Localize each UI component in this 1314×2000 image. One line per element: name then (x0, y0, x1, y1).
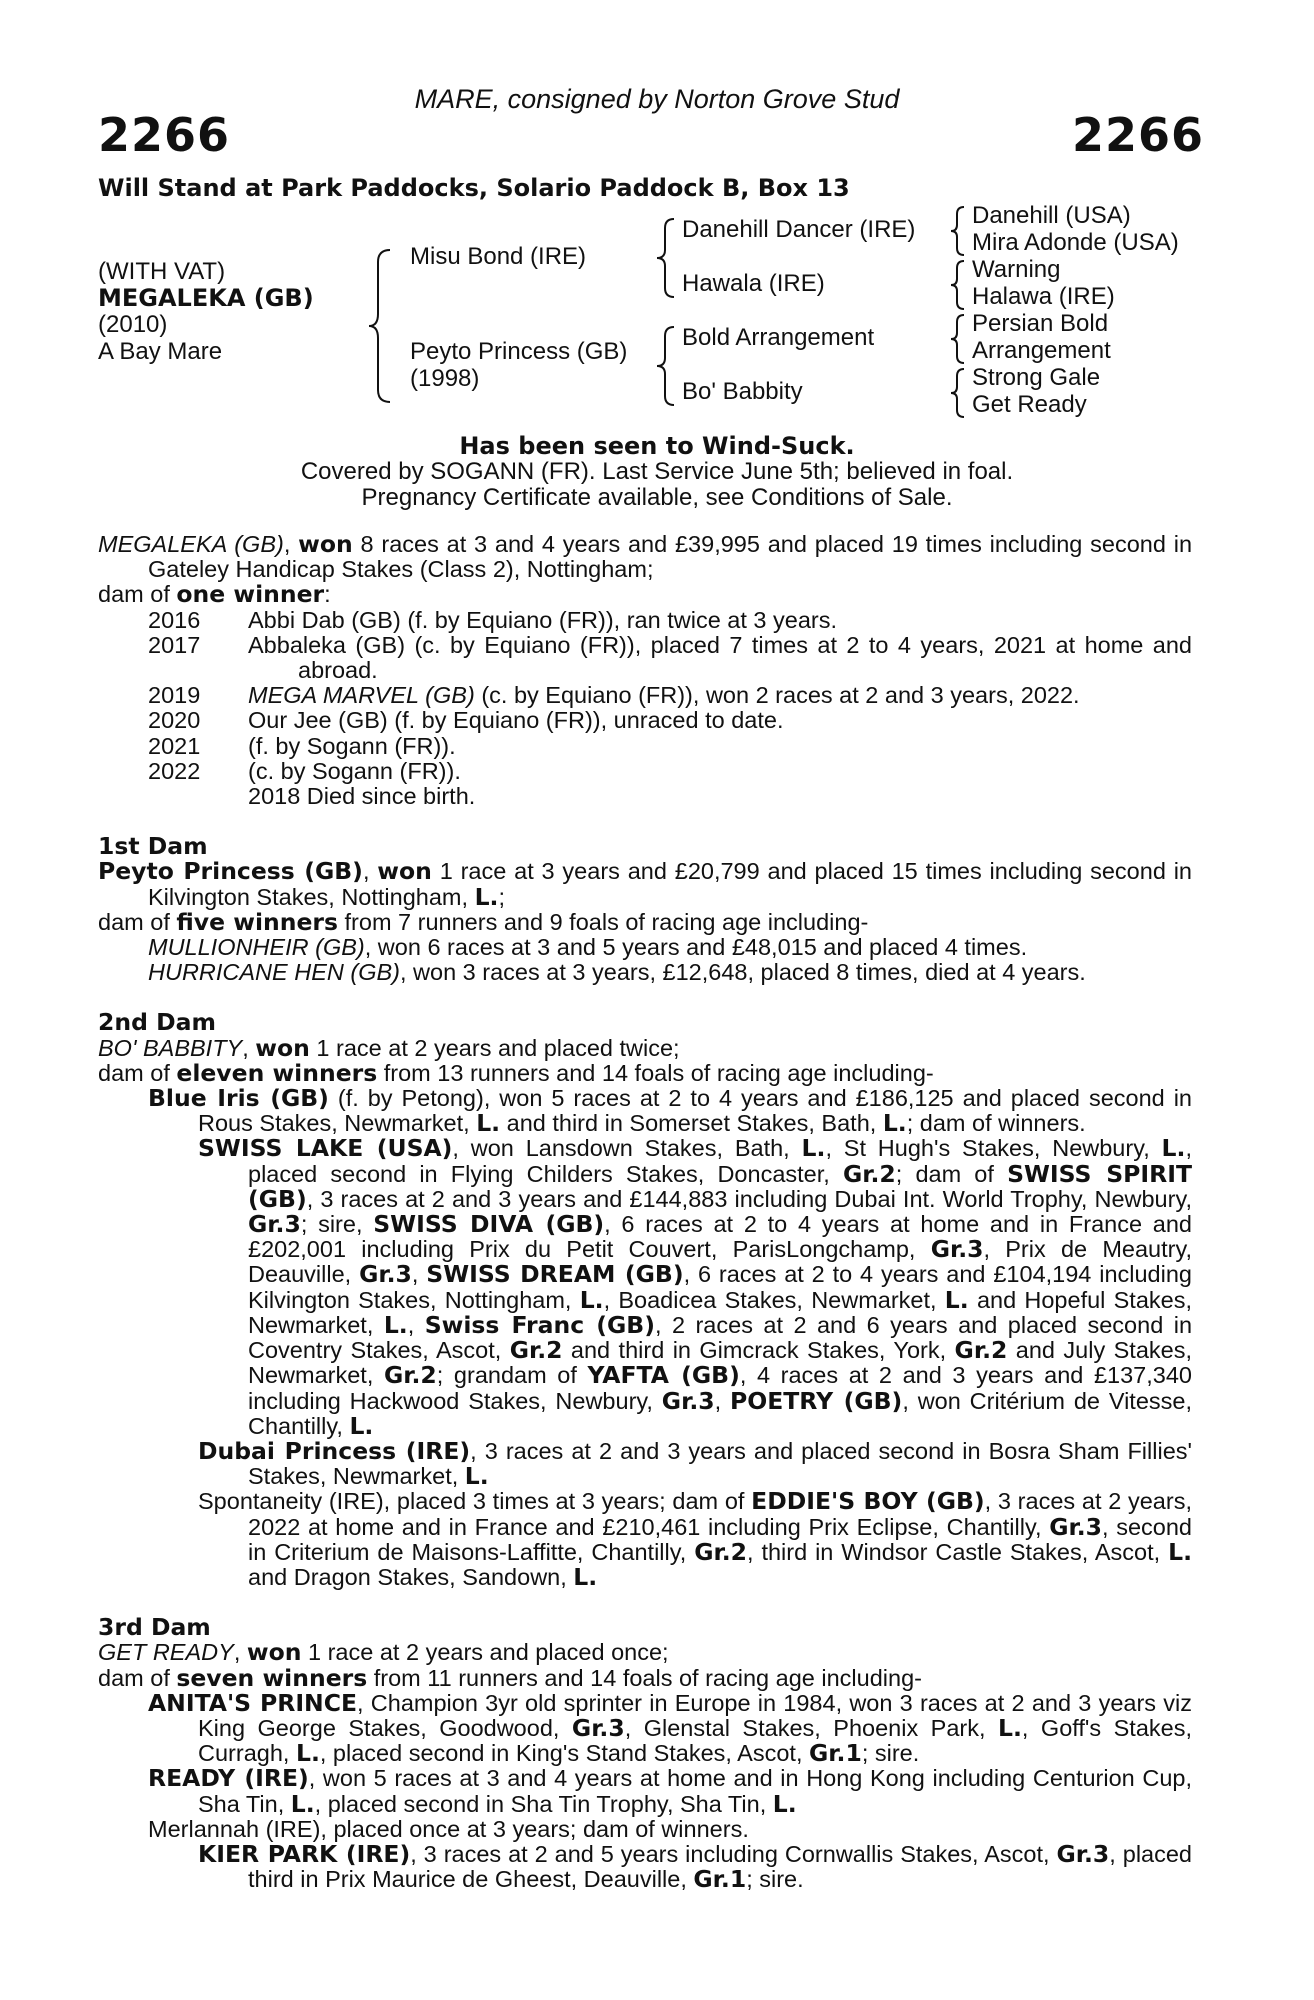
pedigree-brace-dd (948, 366, 968, 420)
spontaneity-entry: Spontaneity (IRE), placed 3 times at 3 years; dam of EDDIE'S BOY (GB), 3 races at 2 years, 2022 at home and in France and £210,461 including Prix Eclipse, Chantilly, Gr.3, second in Criterium de Maisons-Laffitte, Chantilly, Gr.2, third in Windsor Castle Stakes, Ascot, L. and Dragon Stakes, Sandown, L. (198, 1487, 1192, 1591)
pedigree-brace-ss (948, 204, 968, 258)
second-dam-heading: 2nd Dam (98, 1008, 216, 1037)
lot-number-right: 2266 (1071, 108, 1204, 162)
horse-year: (2010) (98, 311, 168, 338)
ready-entry: READY (IRE), won 5 races at 3 and 4 years at home and in Hong Kong including Centurion Cup, Sha Tin, L., placed second in Sha Tin Trophy, Sha Tin, L. (148, 1764, 1192, 1818)
ped-sdd: Halawa (IRE) (972, 283, 1115, 310)
anitas-prince-entry: ANITA'S PRINCE, Champion 3yr old sprinter in Europe in 1984, won 3 races at 2 and 3 years viz King George Stakes, Goodwood, Gr.3, Glenstal Stakes, Phoenix Park, L., Goff's Stakes, Curragh, L., placed second in King's Stand Stakes, Ascot, Gr.1; sire. (148, 1688, 1192, 1768)
consignor-line: MARE, consigned by Norton Grove Stud (414, 84, 900, 114)
second-dam-record: BO' BABBITY, won 1 race at 2 years and placed twice; (98, 1033, 680, 1062)
vat-note: (WITH VAT) (98, 258, 226, 285)
covered-note: Covered by SOGANN (FR). Last Service June 5th; believed in foal. (300, 458, 1014, 485)
pregnancy-note: Pregnancy Certificate available, see Conditions of Sale. (361, 484, 953, 511)
pedigree-brace-sd (948, 258, 968, 312)
horse-name: MEGALEKA (GB) (98, 284, 314, 312)
sire-dam: Hawala (IRE) (682, 270, 825, 297)
foal-row: 2022 (c. by Sogann (FR)). (148, 757, 461, 784)
kier-park-entry: KIER PARK (IRE), 3 races at 2 and 5 years including Cornwallis Stakes, Ascot, Gr.3, placed third in Prix Maurice de Gheest, Deauville, Gr.1; sire. (198, 1839, 1192, 1894)
first-dam-runner: HURRICANE HEN (GB), won 3 races at 3 years, £12,648, placed 8 times, died at 4 years. (148, 959, 1086, 986)
horse-description: A Bay Mare (98, 338, 223, 365)
windsuck-note: Has been seen to Wind-Suck. (459, 432, 855, 460)
ped-dss: Persian Bold (972, 310, 1109, 337)
dubai-princess-entry: Dubai Princess (IRE), 3 races at 2 and 3 years and placed second in Bosra Sham Fillies' Stakes, Newmarket, L. (198, 1436, 1192, 1491)
third-dam-produce: dam of seven winners from 11 runners and 14 foals of racing age including- (98, 1663, 922, 1692)
foal-row: 2020 Our Jee (GB) (f. by Equiano (FR)), unraced to date. (148, 707, 784, 734)
second-dam-produce: dam of eleven winners from 13 runners and 14 foals of racing age including- (98, 1058, 934, 1087)
first-dam-produce: dam of five winners from 7 runners and 9 foals of racing age including- (98, 907, 869, 936)
foal-row: 2017 Abbaleka (GB) (c. by Equiano (FR)), placed 7 times at 2 to 4 years, 2021 at home and abroad. (148, 631, 1192, 684)
foal-row: 2016 Abbi Dab (GB) (f. by Equiano (FR)), ran twice at 3 years. (148, 606, 838, 633)
blue-iris-entry: Blue Iris (GB) (f. by Petong), won 5 races at 2 to 4 years and £186,125 and placed second in Rous Stakes, Newmarket, L. and third in Somerset Stakes, Bath, L.; dam of winners. (148, 1084, 1192, 1138)
dam-sire: Bold Arrangement (682, 324, 875, 351)
stand-location: Will Stand at Park Paddocks, Solario Paddock B, Box 13 (98, 174, 850, 202)
ped-ddd: Get Ready (972, 391, 1087, 418)
foal-row: 2018 Died since birth. (248, 783, 476, 810)
lot-number-left: 2266 (98, 108, 231, 162)
first-dam-record: Peyto Princess (GB), won 1 race at 3 years and £20,799 and placed 15 times including second in Kilvington Stakes, Nottingham, L.; (98, 857, 1192, 911)
ped-dds: Strong Gale (972, 364, 1101, 391)
produce-record: MEGALEKA (GB), won 8 races at 3 and 4 years and £39,995 and placed 19 times including second in Gateley Handicap Stakes (Class 2), Nottingham; (98, 530, 1193, 583)
sire-name: Misu Bond (IRE) (410, 243, 587, 270)
merlannah-entry: Merlannah (IRE), placed once at 3 years; dam of winners. (148, 1815, 749, 1842)
pedigree-brace-sire (654, 216, 678, 300)
dam-year: (1998) (410, 365, 480, 392)
ped-dsd: Arrangement (972, 337, 1111, 364)
pedigree-brace-ds (948, 312, 968, 366)
ped-sds: Warning (972, 256, 1061, 283)
foal-row: 2019 MEGA MARVEL (GB) (c. by Equiano (FR)), won 2 races at 2 and 3 years, 2022. (148, 682, 1080, 709)
dam-of-line: dam of one winner: (98, 580, 331, 609)
swiss-lake-entry: SWISS LAKE (USA), won Lansdown Stakes, Bath, L., St Hugh's Stakes, Newbury, L., placed second in Flying Childers Stakes, Doncaster, Gr.2; dam of SWISS SPIRIT (GB), 3 races at 2 and 3 years and £144,883 including Dubai Int. World Trophy, Newbury, Gr.3; sire, SWISS DIVA (GB), 6 races at 2 to 4 years at home and in France and £202,001 including Prix du Petit Couvert, ParisLongchamp, Gr.3, Prix de Meautry, Deauville, Gr.3, SWISS DREAM (GB), 6 races at 2 to 4 years and £104,194 including Kilvington Stakes, Nottingham, L., Boadicea Stakes, Newmarket, L. and Hopeful Stakes, Newmarket, L., Swiss Franc (GB), 2 races at 2 and 6 years and placed second in Coventry Stakes, Ascot, Gr.2 and third in Gimcrack Stakes, York, Gr.2 and July Stakes, Newmarket, Gr.2; grandam of YAFTA (GB), 4 races at 2 and 3 years and £137,340 including Hackwood Stakes, Newbury, Gr.3, POETRY (GB), won Critérium de Vitesse, Chantilly, L. (198, 1134, 1193, 1440)
foal-row: 2021 (f. by Sogann (FR)). (148, 732, 456, 759)
first-dam-heading: 1st Dam (98, 832, 208, 861)
sire-sire: Danehill Dancer (IRE) (682, 216, 916, 243)
dam-name: Peyto Princess (GB) (410, 338, 628, 365)
third-dam-heading: 3rd Dam (98, 1613, 211, 1642)
third-dam-record: GET READY, won 1 race at 2 years and placed once; (98, 1638, 669, 1667)
ped-ssd: Mira Adonde (USA) (972, 229, 1179, 256)
catalogue-body (98, 532, 1192, 1892)
first-dam-runner: MULLIONHEIR (GB), won 6 races at 3 and 5 years and £48,015 and placed 4 times. (148, 934, 1028, 961)
dam-dam: Bo' Babbity (682, 378, 803, 405)
ped-sss: Danehill (USA) (972, 202, 1131, 229)
pedigree-brace-main (366, 246, 396, 406)
pedigree-brace-dam (654, 324, 678, 408)
